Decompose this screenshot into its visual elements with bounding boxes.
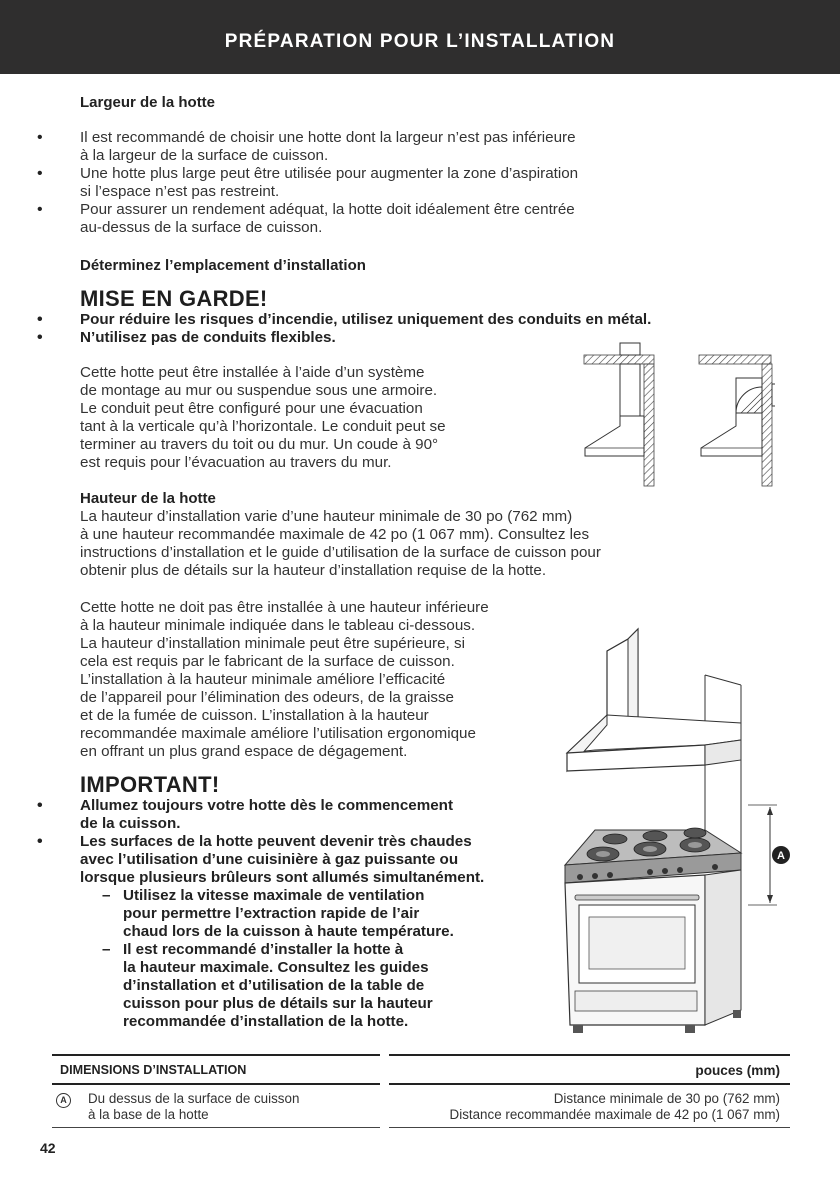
vertical-venting-diagram (584, 343, 654, 486)
location-heading: Déterminez l’emplacement d’installation (80, 257, 366, 274)
table-bottom-rule-left (52, 1127, 380, 1128)
range-callout-label: A (777, 850, 785, 862)
important-title: IMPORTANT! (80, 772, 220, 797)
list-item: – Il est recommandé d’installer la hotte à la hauteur maximale. Consultez les guides d’installation et d’utilisation de la table de cuisson pour plus de détails sur la hauteur recommandée d’installation de la hotte. (123, 941, 543, 1031)
horizontal-venting-diagram (699, 355, 775, 486)
list-item: • N’utilisez pas de conduits flexibles. (80, 329, 760, 347)
hood-width-list (80, 129, 700, 237)
min-height-paragraph: Cette hotte ne doit pas être installée à une hauteur inférieure à la hauteur minimale indiquée dans le tableau ci-dessous. La hauteur d’installation minimale peut être supérieure, si cela est requis par le fabricant de la surface de cuisson. L’installation à la hauteur minimale améliore l’efficacité de l’appareil pour l’élimination des odeurs, de la graisse et de la fumée de cuisson. L’installation à la hauteur recommandée maximale améliore l’utilisation ergonomique en offrant un plus grand espace de dégagement. (80, 599, 489, 760)
hood-width-heading: Largeur de la hotte (80, 94, 216, 111)
table-top-rule-left (52, 1054, 380, 1056)
list-item: • Allumez toujours votre hotte dès le commencement de la cuisson. (80, 797, 550, 833)
page-number: 42 (40, 1140, 56, 1156)
table-top-rule-right (389, 1054, 790, 1056)
list-item: • Les surfaces de la hotte peuvent devenir très chaudes avec l’utilisation d’une cuisinière à gaz puissante ou lorsque plusieurs brûleurs sont allumés simultanément. (80, 833, 550, 887)
venting-diagram (575, 338, 775, 493)
caution-title: MISE EN GARDE! (80, 286, 268, 311)
page-header (0, 0, 840, 74)
table-col1-header: DIMENSIONS D’INSTALLATION (60, 1063, 247, 1077)
mount-paragraph: Cette hotte peut être installée à l’aide d’un système de montage au mur ou suspendue sous une armoire. Le conduit peut être configuré pour une évacuation tant à la verticale qu’à l’horizontale. Le conduit peut se terminer au travers du toit ou du mur. Un coude à 90° est requis pour l’évacuation au travers du mur. (80, 364, 446, 471)
table-row-value: Distance minimale de 30 po (762 mm) Distance recommandée maximale de 42 po (1 067 mm) (449, 1091, 780, 1122)
page-title: PRÉPARATION POUR L’INSTALLATION (224, 31, 616, 52)
list-item: • Pour assurer un rendement adéquat, la hotte doit idéalement être centrée au-dessus de la surface de cuisson. (80, 201, 700, 237)
table-header-rule-right (389, 1083, 790, 1085)
table-bottom-rule-right (389, 1127, 790, 1128)
table-col2-header: pouces (mm) (695, 1063, 780, 1078)
important-sub-list (123, 887, 543, 1031)
hood-height-heading: Hauteur de la hotte (80, 490, 216, 507)
range-hood-illustration (555, 625, 795, 1035)
table-header-rule-left (52, 1083, 380, 1085)
list-item: • Pour réduire les risques d’incendie, utilisez uniquement des conduits en métal. (80, 311, 760, 329)
table-row-label: Du dessus de la surface de cuisson à la base de la hotte (88, 1091, 300, 1122)
hood-height-paragraph: La hauteur d’installation varie d’une hauteur minimale de 30 po (762 mm) à une hauteur recommandée maximale de 42 po (1 067 mm). Consultez les instructions d’installation et le guide d’utilisation de la surface de cuisson pour obtenir plus de détails sur la hauteur d’installation requise de la hotte. (80, 508, 601, 579)
important-list (80, 797, 550, 887)
list-item: • Il est recommandé de choisir une hotte dont la largeur n’est pas inférieure à la largeur de la surface de cuisson. (80, 129, 700, 165)
table-row-marker: A (56, 1093, 71, 1108)
list-item: • Une hotte plus large peut être utilisée pour augmenter la zone d’aspiration si l’espace n’est pas restreint. (80, 165, 700, 201)
list-item: – Utilisez la vitesse maximale de ventilation pour permettre l’extraction rapide de l’air chaud lors de la cuisson à haute température. (123, 887, 543, 941)
